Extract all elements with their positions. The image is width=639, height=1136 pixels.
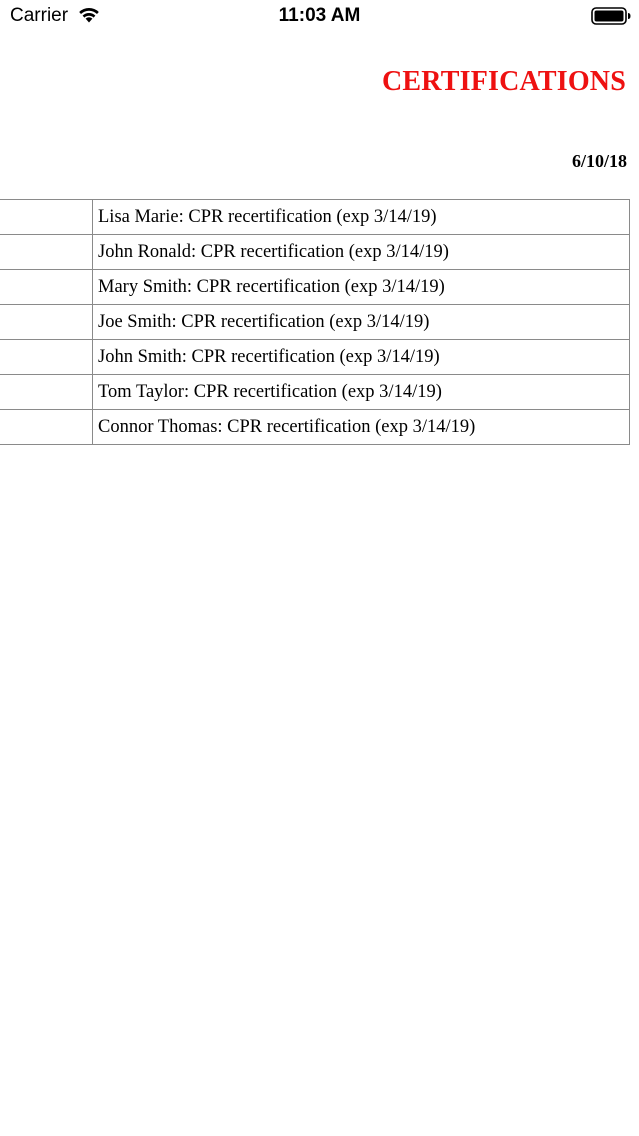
certifications-table (0, 199, 630, 445)
certification-cell: John Smith: CPR recertification (exp 3/14/19) (93, 340, 630, 375)
row-blank-cell (0, 270, 93, 305)
table-row (0, 200, 630, 235)
table-row (0, 410, 630, 445)
certification-cell: Tom Taylor: CPR recertification (exp 3/14/19) (93, 375, 630, 410)
table-row (0, 340, 630, 375)
certification-cell: Connor Thomas: CPR recertification (exp 3/14/19) (93, 410, 630, 445)
certification-cell: Mary Smith: CPR recertification (exp 3/14/19) (93, 270, 630, 305)
certification-cell: John Ronald: CPR recertification (exp 3/14/19) (93, 235, 630, 270)
table-row (0, 270, 630, 305)
certification-cell: Lisa Marie: CPR recertification (exp 3/14/19) (93, 200, 630, 235)
table-row (0, 235, 630, 270)
row-blank-cell (0, 235, 93, 270)
status-time: 11:03 AM (278, 5, 361, 26)
row-blank-cell (0, 305, 93, 340)
row-blank-cell (0, 340, 93, 375)
row-blank-cell (0, 410, 93, 445)
page-date: 6/10/18 (571, 151, 627, 171)
table-row (0, 375, 630, 410)
carrier-label: Carrier (10, 5, 69, 26)
row-blank-cell (0, 200, 93, 235)
page-title: CERTIFICATIONS (381, 66, 626, 97)
row-blank-cell (0, 375, 93, 410)
battery-icon (591, 7, 631, 25)
certification-cell: Joe Smith: CPR recertification (exp 3/14/19) (93, 305, 630, 340)
status-bar (0, 0, 639, 34)
table-row (0, 305, 630, 340)
